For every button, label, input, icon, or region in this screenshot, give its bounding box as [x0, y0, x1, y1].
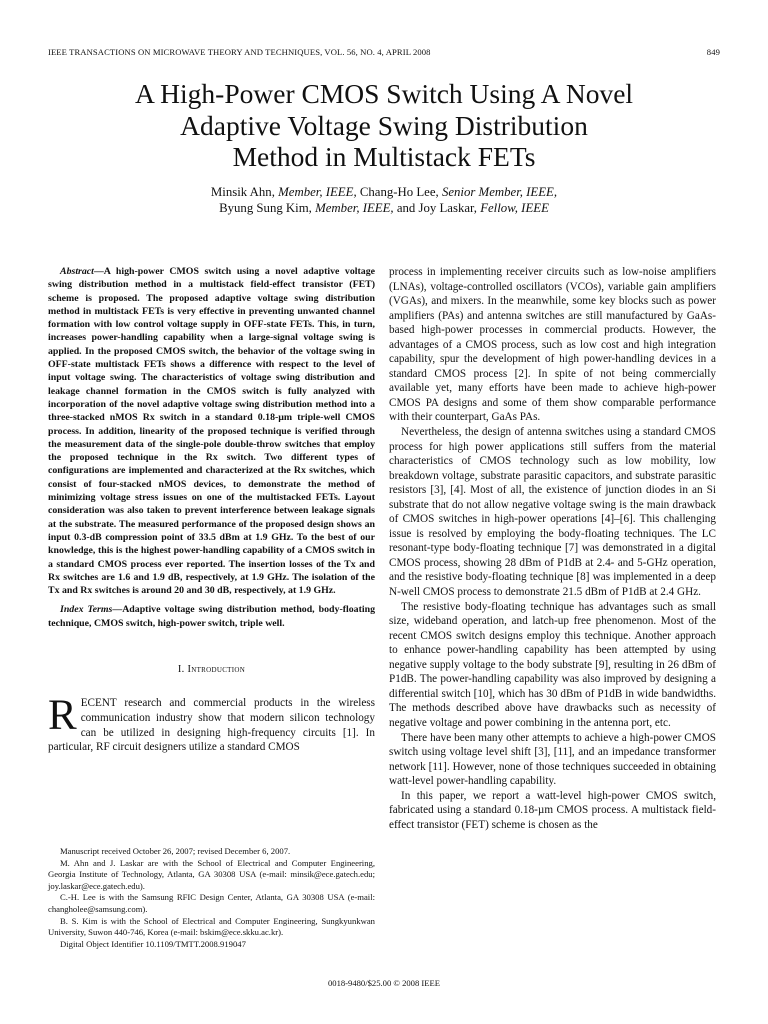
author-name: Minsik Ahn,	[210, 185, 279, 199]
index-terms	[48, 603, 375, 630]
body-paragraph: There have been many other attempts to achieve a high-power CMOS switch using voltage level shift [3], [11], and an impedance transformer network [11]. However, none of those techniques succeeded in obtaining watt-level power-handling capability.	[389, 731, 716, 788]
abstract-label: Abstract	[60, 266, 94, 277]
index-terms-text: —Adaptive voltage swing distribution method, body-floating technique, CMOS switch, high-power switch, triple well.	[48, 604, 376, 629]
title-line: Method in Multistack FETs	[232, 141, 536, 172]
section-title: Introduction	[187, 664, 246, 676]
footnote-affiliation: B. S. Kim is with the School of Electrical and Computer Engineering, Sungkyunkwan University, Suwon 440-746, Korea (e-mail: bskim@ece.skku.ac.kr).	[48, 915, 375, 938]
footnote-affiliation: C.-H. Lee is with the Samsung RFIC Design Center, Atlanta, GA 30308 USA (e-mail: changholee@samsung.com).	[48, 892, 375, 914]
copyright-footer: 0018-9480/$25.00 © 2008 IEEE	[327, 978, 441, 988]
author-membership: Fellow, IEEE	[480, 200, 549, 215]
body-paragraph: The resistive body-floating technique has advantages such as small size, wideband operation, and latch-up free phenomenon. Most of the recent CMOS switch designs employ this technique. Another approach to enhance power-handling capability has been attempted by using negative supply voltage to the body substrate [9], resulting in 26 dBm of P1dB. The power-handling capability was also improved by designing a differential switch [10], which has 30 dBm of P1dB in wide bandwidths. The methods described above have drawbacks such as necessity of negative voltage and power combining in the antenna port, etc.	[389, 600, 716, 729]
paper-title	[40, 78, 728, 173]
author-list	[40, 185, 728, 216]
first-word: ECENT	[80, 697, 117, 710]
author-membership: Member, IEEE,	[278, 185, 357, 199]
body-paragraph: In this paper, we report a watt-level high-power CMOS switch, fabricated using a standard 0.18-µm CMOS process. A multistack field-effect transistor (FET) scheme is chosen as the	[389, 789, 716, 831]
footnote-affiliation: M. Ahn and J. Laskar are with the School of Electrical and Computer Engineering, Georgia Institute of Technology, Atlanta, GA 30308 USA (e-mail: minsik@ece.gatech.edu; joy.laskar@ece.gatech.edu).	[48, 857, 375, 891]
left-column	[48, 265, 375, 755]
author-line	[40, 185, 728, 201]
body-paragraph: Nevertheless, the design of antenna switches using a standard CMOS process for high power applications still suffers from the material characteristics of CMOS technology such as low mobility, low breakdown voltage, substrate parasitic capacitors, and substrate parasitic resistors [3], [4]. Most of all, the existence of junction diodes in an Si substrate that do not allow negative voltage swing is the main drawback of CMOS switches in high-power operations [4]–[6]. This challenging issue is resolved by employing the body-floating techniques. The LC resonant-type body-floating technique [7] was demonstrated in a digital CMOS process, showing 28 dBm of P1dB at 2.4- and 5-GHz operation, and the resistive body-floating technique [8] was implemented in a deep N-well CMOS process to demonstrate 21.5 dBm of P1dB at 2.4 GHz.	[389, 426, 716, 599]
journal-header: IEEE TRANSACTIONS ON MICROWAVE THEORY AND TECHNIQUES, VOL. 56, NO. 4, APRIL 2008	[48, 47, 431, 57]
title-line: A High-Power CMOS Switch Using A Novel	[134, 78, 634, 109]
index-terms-label: Index Terms	[60, 604, 113, 616]
author-membership: Senior Member, IEEE,	[441, 185, 558, 199]
author-name: and Joy Laskar,	[393, 200, 481, 215]
right-column	[389, 265, 716, 832]
author-name: Byung Sung Kim,	[219, 200, 316, 215]
section-numeral: I.	[177, 664, 188, 676]
author-name: Chang-Ho Lee,	[356, 185, 442, 199]
intro-paragraph	[48, 692, 375, 754]
page-number: 849	[706, 47, 720, 57]
footnotes	[48, 846, 375, 950]
author-membership: Member, IEEE,	[315, 200, 394, 215]
footnote-manuscript: Manuscript received October 26, 2007; revised December 6, 2007.	[60, 846, 291, 856]
body-paragraph: process in implementing receiver circuits such as low-noise amplifiers (LNAs), voltage-controlled oscillators (VCOs), variable gain amplifiers (VGAs), and mixers. In the meanwhile, some key blocks such as power amplifiers (PAs) and antenna switches are still manufactured by GaAs-based high-power processes in commercial products. However, the advantages of a CMOS process, such as low cost and high integration capability, spur the development of high power-handling devices in a standard CMOS process [2]. In spite of not being commercially available yet, many efforts have been made to achieve high-power CMOS PA designs and some of them show comparable performance with their counterpart, GaAs PAs.	[389, 266, 716, 424]
author-line	[40, 201, 728, 217]
section-heading	[48, 663, 375, 677]
abstract	[48, 265, 375, 597]
title-line: Adaptive Voltage Swing Distribution	[180, 109, 588, 141]
abstract-text: —A high-power CMOS switch using a novel adaptive voltage swing distribution method in a multistack field-effect transistor (FET) scheme is proposed. The proposed adaptive voltage swing distribution method in multistack FETs is very effective in preventing unwanted channel formation with low control voltage supply in OFF-state FETs. This, in turn, increases power-handling capability when a large-signal voltage swing is applied. In the proposed CMOS switch, the behavior of the voltage swing in OFF-state multistack FETs shows a difference with respect to the level of input voltage swing. The characteristics of voltage swing distribution and leakage channel formation in the CMOS switch is fully analyzed with incorporation of the novel adaptive voltage swing distribution method into a three-stacked nMOS Rx switch in a standard 0.18-µm triple-well CMOS process. In addition, linearity of the proposed technique is verified through the measurement data of the single-pole double-throw switches that employ the proposed technique in the Rx switch. Two different types of configurations are implemented and characterized at the Rx switches, which consist of four-stacked nMOS devices, to demonstrate the method of minimizing voltage stress issues on one of the multistacked FETs. Layout consideration was also taken to prevent interference between leakage signals at the substrate. The measured performance of the proposed design shows an input 0.3-dB compression point of 33.5 dBm at 1.9 GHz. To the best of our knowledge, this is the highest power-handling capability of a CMOS switch in a standard CMOS process ever reported. The insertion losses of the Tx and Rx switches are 1.6 and 1.9 dB, respectively, at 1.9 GHz. The isolation of the Tx and Rx switches is around 20 and 30 dB, respectively, at 1.9 GHz.	[48, 266, 375, 597]
footnote-doi: Digital Object Identifier 10.1109/TMTT.2008.919047	[60, 938, 246, 949]
drop-cap: R	[48, 692, 77, 740]
intro-text: research and commercial products in the wireless communication industry show that modern silicon technology can be utilized in designing high-frequency circuits [1]. In particular, RF circuit designers utilize a standard CMOS	[48, 697, 375, 754]
